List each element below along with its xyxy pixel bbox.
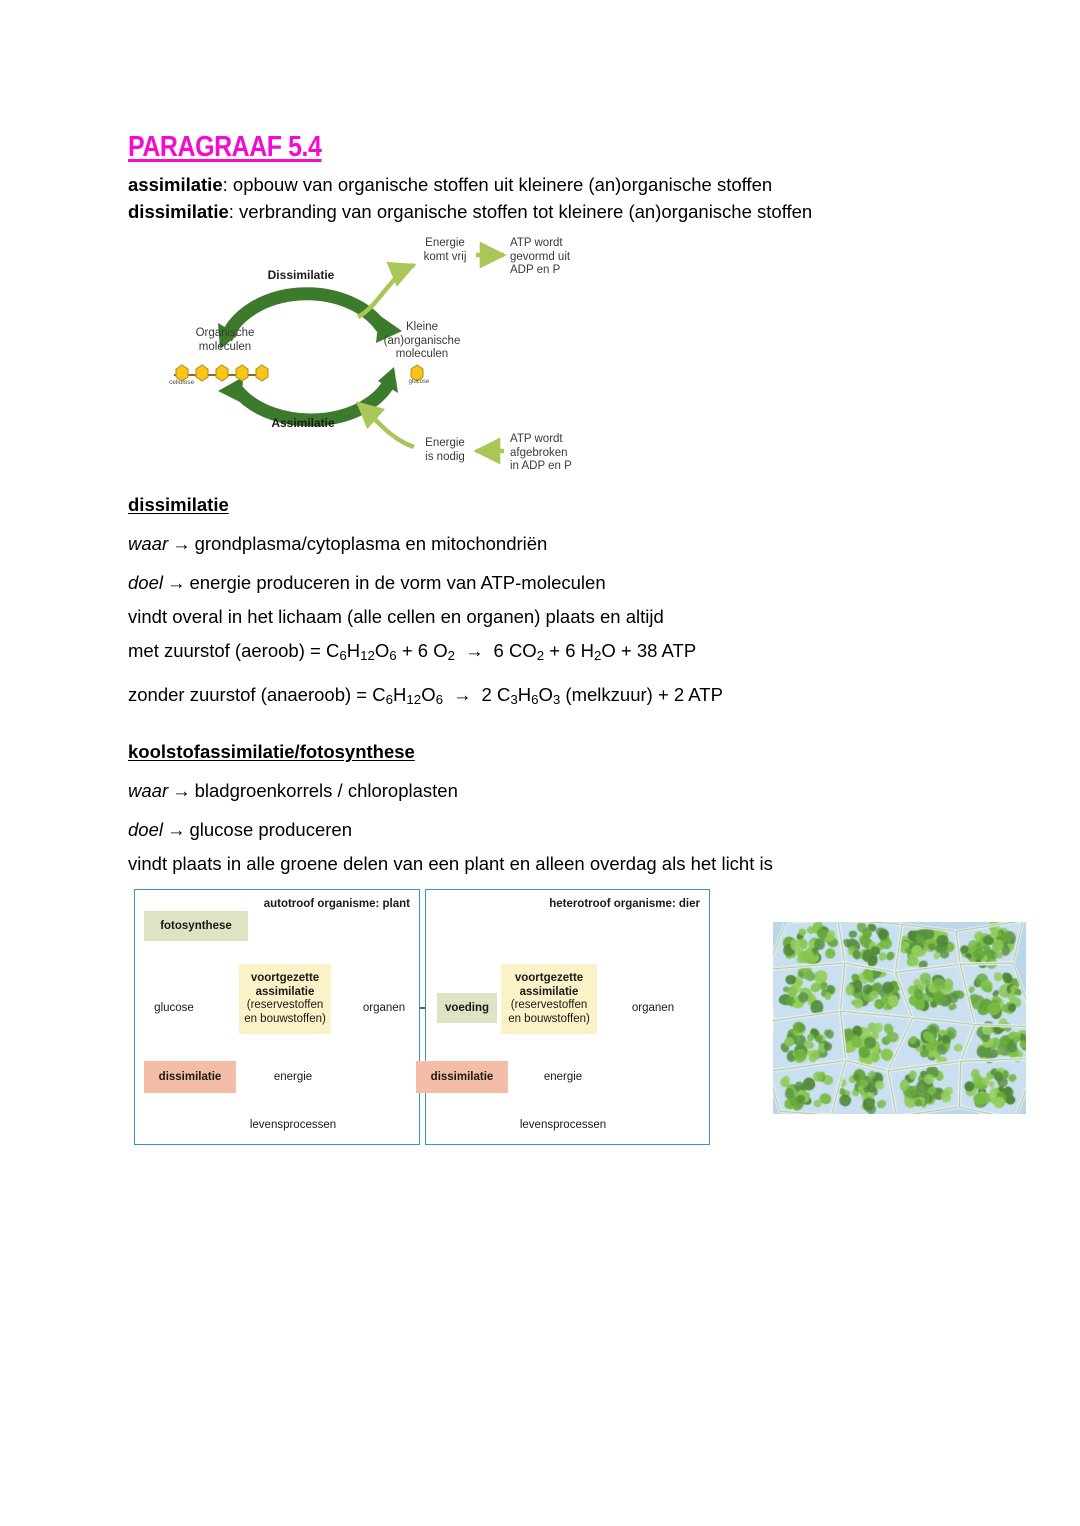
- atp-afgebroken-line1: ATP wordt: [510, 433, 563, 446]
- aeroob-co2-sub: 2: [536, 648, 545, 664]
- dissimilatie-doel-arrow: →: [166, 572, 186, 594]
- anaeroob-o3-sub: 3: [552, 692, 561, 708]
- kleine-line2: (an)organische: [383, 334, 461, 347]
- cycle-label-energie-komt-vrij: [414, 237, 476, 264]
- aeroob-o-sub: 6: [389, 648, 397, 664]
- node-levensprocessen-right: levensprocessen: [519, 1118, 607, 1131]
- organische-line1: Organische: [195, 327, 255, 340]
- definition-text-dissimilatie: verbranding van organische stoffen tot kleinere (an)organische stoffen: [239, 201, 813, 223]
- chloroplast-micrograph: [773, 922, 1026, 1114]
- anaeroob-h6: H: [517, 684, 532, 706]
- atp-gevormd-line3: ADP en P: [510, 264, 561, 277]
- page-title: PARAGRAAF 5.4: [128, 131, 322, 163]
- kleine-line1: Kleine: [406, 321, 438, 334]
- heading-dissimilatie: dissimilatie: [128, 494, 229, 516]
- cycle-label-atp-afgebroken: [510, 433, 592, 474]
- aeroob-equation: [128, 638, 948, 669]
- kleine-line3: moleculen: [395, 348, 449, 361]
- vga-l3-left: (reservestoffen: [246, 999, 324, 1012]
- fotosynthese-waar-arrow: →: [172, 780, 191, 802]
- dissimilatie-waar-line: [128, 531, 948, 557]
- atp-afgebroken-line2: afgebroken: [510, 446, 568, 459]
- node-energie-right: energie: [543, 1070, 583, 1083]
- fotosynthese-doel-text: glucose produceren: [189, 819, 352, 841]
- node-voeding: voeding: [437, 993, 497, 1023]
- anaeroob-o-sub: 6: [435, 692, 444, 708]
- fotosynthese-doel-arrow: →: [166, 819, 186, 841]
- aeroob-h-sub: 12: [360, 648, 375, 664]
- anaeroob-c3-sub: 3: [510, 692, 518, 708]
- micrograph-canvas: [773, 922, 1026, 1114]
- organische-line2: moleculen: [198, 340, 252, 353]
- energie-nodig-connector-icon: [358, 403, 414, 447]
- node-dissimilatie-right: dissimilatie: [416, 1061, 508, 1093]
- heading-koolstofassimilatie: koolstofassimilatie/fotosynthese: [128, 741, 415, 763]
- bottom-figure-row: [128, 889, 948, 1151]
- document-content: [128, 132, 948, 1151]
- anaeroob-o3: O: [538, 684, 553, 706]
- anaeroob-h6-sub: 6: [531, 692, 539, 708]
- dissimilatie-doel-line: [128, 570, 948, 596]
- vga-l4-right: en bouwstoffen): [508, 1012, 590, 1025]
- anaeroob-c-sub: 6: [385, 692, 394, 708]
- anaeroob-c3: 2 C: [481, 684, 511, 706]
- node-voortgezette-assimilatie-right: [501, 964, 597, 1034]
- anaeroob-melkzuur: [481, 684, 561, 708]
- aeroob-arrow: →: [465, 640, 484, 662]
- definition-term-dissimilatie: dissimilatie: [128, 201, 229, 223]
- cycle-label-assimilatie: Assimilatie: [271, 416, 335, 431]
- fotosynthese-plaats-text: vindt plaats in alle groene delen van een plant en alleen overdag als het licht is: [128, 853, 773, 875]
- aeroob-o2-sub: 2: [447, 648, 456, 664]
- glucose-caption: glucose: [408, 379, 430, 386]
- aeroob-glucose: [325, 640, 397, 664]
- anaeroob-arrow: →: [453, 684, 472, 706]
- dissimilatie-doel-text: energie produceren in de vorm van ATP-moleculen: [189, 572, 606, 594]
- vga-l1-left: voortgezette: [250, 972, 320, 985]
- fotosynthese-doel-label: doel: [128, 819, 163, 841]
- atp-afgebroken-line3: in ADP en P: [510, 460, 572, 473]
- aeroob-h2o-tail: O: [601, 640, 616, 662]
- cycle-label-atp-gevormd: [510, 237, 586, 278]
- atp-gevormd-line2: gevormd uit: [510, 250, 571, 263]
- node-organen-left: organen: [362, 1001, 406, 1014]
- node-fotosynthese: fotosynthese: [144, 911, 248, 941]
- anaeroob-equation: [128, 682, 948, 713]
- fotosynthese-waar-label: waar: [128, 780, 169, 802]
- node-voortgezette-assimilatie-left: [239, 964, 331, 1034]
- aeroob-c: C: [325, 640, 340, 662]
- aeroob-h: H: [346, 640, 361, 662]
- anaeroob-c: C: [372, 684, 386, 706]
- aeroob-c-sub: 6: [339, 648, 347, 664]
- aeroob-prefix: met zuurstof (aeroob) =: [128, 640, 326, 662]
- dissimilatie-waar-arrow: →: [172, 533, 191, 555]
- anaeroob-o: O: [421, 684, 436, 706]
- vga-l1-right: voortgezette: [514, 972, 584, 985]
- definition-list: [128, 171, 948, 225]
- anaeroob-tail: (melkzuur) + 2 ATP: [560, 684, 723, 706]
- definition-sep-0: :: [222, 174, 233, 196]
- cycle-label-dissimilatie: Dissimilatie: [267, 268, 335, 283]
- assimilatie-dissimilatie-schema-figure: [134, 889, 710, 1147]
- definition-sep-1: :: [228, 201, 240, 223]
- dissimilatie-waar-label: waar: [128, 533, 169, 555]
- dissimilatie-plaats-text: vindt overal in het lichaam (alle cellen en organen) plaats en altijd: [128, 606, 664, 628]
- dissimilatie-doel-label: doel: [128, 572, 163, 594]
- node-levensprocessen-left: levensprocessen: [249, 1118, 337, 1131]
- anaeroob-glucose: [372, 684, 444, 708]
- definition-term-assimilatie: assimilatie: [128, 174, 223, 196]
- dissimilatie-waar-text: grondplasma/cytoplasma en mitochondriën: [194, 533, 548, 555]
- node-organen-right: organen: [631, 1001, 675, 1014]
- node-energie-left: energie: [273, 1070, 313, 1083]
- vga-l2-left: assimilatie: [255, 985, 315, 998]
- anaeroob-h: H: [393, 684, 407, 706]
- anaeroob-prefix: zonder zuurstof (anaeroob) =: [128, 684, 373, 706]
- definition-assimilatie: [128, 171, 948, 198]
- vga-l4-left: en bouwstoffen): [244, 1012, 326, 1025]
- aeroob-plus-o2: + 6 O: [396, 640, 448, 662]
- aeroob-h2o-sub: 2: [593, 648, 602, 664]
- cycle-label-energie-is-nodig: [414, 437, 476, 464]
- aeroob-co2: 6 CO: [493, 640, 537, 662]
- energie-vrij-line1: Energie: [425, 237, 465, 250]
- fotosynthese-waar-text: bladgroenkorrels / chloroplasten: [194, 780, 458, 802]
- vga-l3-right: (reservestoffen: [510, 999, 588, 1012]
- panel-title-heterotroof: heterotroof organisme: dier: [549, 898, 700, 911]
- node-glucose: glucose: [154, 1001, 194, 1014]
- atp-gevormd-line1: ATP wordt: [510, 237, 563, 250]
- fotosynthese-doel-line: [128, 817, 948, 843]
- definition-dissimilatie: [128, 198, 948, 225]
- anaeroob-h-sub: 12: [406, 692, 422, 708]
- energie-vrij-line2: komt vrij: [423, 250, 467, 263]
- energie-vrij-connector-icon: [358, 265, 414, 317]
- cycle-label-kleine-moleculen: [358, 321, 486, 362]
- cycle-label-organische-moleculen: [170, 327, 280, 354]
- cellulose-caption: cellulose: [169, 379, 195, 387]
- aeroob-o: O: [374, 640, 390, 662]
- node-dissimilatie-left: dissimilatie: [144, 1061, 236, 1093]
- energie-nodig-line2: is nodig: [425, 450, 465, 463]
- assimilatie-dissimilatie-cycle-figure: [158, 231, 588, 479]
- definition-text-assimilatie: opbouw van organische stoffen uit kleinere (an)organische stoffen: [232, 174, 773, 196]
- energie-nodig-line1: Energie: [425, 437, 465, 450]
- fotosynthese-waar-line: [128, 778, 948, 804]
- aeroob-atp: + 38 ATP: [615, 640, 697, 662]
- aeroob-h2o: + 6 H: [544, 640, 594, 662]
- vga-l2-right: assimilatie: [519, 985, 579, 998]
- panel-title-autotroof: autotroof organisme: plant: [263, 898, 410, 911]
